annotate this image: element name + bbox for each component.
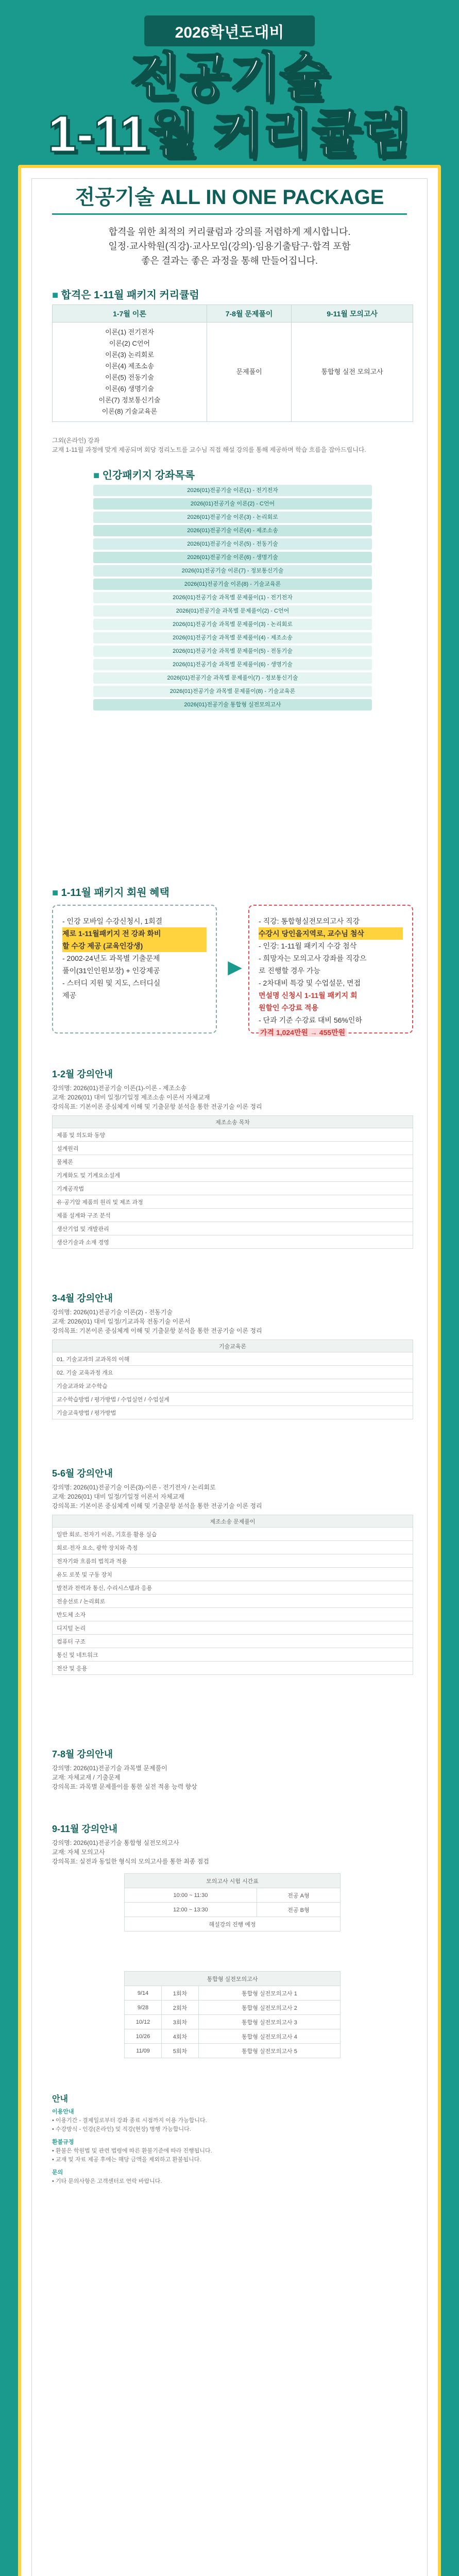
theory-item: 이론(3) 논리회로 (105, 351, 154, 359)
table-row: 기계공작법 (53, 1182, 413, 1195)
exam-round: 4회차 (162, 2029, 199, 2044)
month-7-8-line: 교재: 자체교재 / 기출문제 (52, 1774, 121, 1781)
theory-item: 이론(2) C언어 (109, 340, 150, 347)
month-9-11-title: 9-11월 강의안내 (52, 1824, 117, 1834)
month-5-6-section (52, 1466, 413, 1675)
lecture-item[interactable]: 2026(01)전공기술 과목별 문제풀이(1) - 전기전자 (93, 592, 372, 603)
table-row: 기술교육방법 / 평가방법 (53, 1406, 413, 1419)
benefit-line: 원할인 수강료 적용 (259, 1004, 318, 1012)
table-header: 모의고사 시험 시간표 (125, 1874, 341, 1888)
month-3-4-line: 강의명: 2026(01)전공기술 이론(2) - 전동기술 (52, 1309, 173, 1316)
table-row: 컴퓨터 구조 (53, 1635, 413, 1648)
exam-date: 10/26 (125, 2029, 162, 2044)
lecture-item[interactable]: 2026(01)전공기술 이론(7) - 정보통신기술 (93, 565, 372, 577)
guide-subheading: 이용안내 (52, 2109, 74, 2115)
exam-name: 통합형 실전모의고사 3 (198, 2015, 340, 2029)
month-9-11-line: 강의목표: 실전과 동일한 형식의 모의고사를 통한 최종 점검 (52, 1858, 209, 1865)
lecture-item[interactable]: 2026(01)전공기술 이론(8) - 기술교육론 (93, 579, 372, 590)
lecture-item[interactable]: 2026(01)전공기술 이론(1) - 전기전자 (93, 485, 372, 496)
benefit-compare (52, 905, 413, 1054)
table-header: 제조소송 문제풀이 (53, 1515, 413, 1528)
lecture-item[interactable]: 2026(01)전공기술 이론(5) - 전동기술 (93, 538, 372, 550)
table-row: 유·공기압 제품의 원리 및 제조 과정 (53, 1195, 413, 1209)
hero-title-line1: 전공기술 (130, 48, 329, 106)
guide-text: • 교재 및 자료 제공 후에는 해당 금액을 제외하고 환불됩니다. (52, 2157, 201, 2163)
practice-column: 문제풀이 (207, 323, 292, 422)
benefit-line: - 인강 모바일 수강신청시, 1회결 (62, 917, 163, 925)
month-7-8-line: 강의명: 2026(01)전공기술 과목별 문제풀이 (52, 1765, 167, 1772)
table-row: 물체론 (53, 1155, 413, 1168)
benefit-line: 할 수강 제공 (교육인강생) (62, 940, 207, 952)
exam-round: 1회차 (162, 1986, 199, 2001)
guide-section (52, 2095, 413, 2186)
curriculum-heading: ■ 합격은 1-11월 패키지 커리큘럼 (52, 290, 199, 301)
benefit-line: - 인강: 1-11월 패키지 수강 첨삭 (259, 942, 357, 950)
package-desc-2: 일정·교사학원(직강)·교사모임(강의)·임용기출탐구·합격 포함 (108, 241, 351, 251)
month-7-8-title: 7-8월 강의안내 (52, 1749, 113, 1759)
exam-date: 9/14 (125, 1986, 162, 2001)
month-7-8-line: 강의목표: 과목별 문제풀이를 통한 실전 적용 능력 향상 (52, 1783, 197, 1790)
lecture-item[interactable]: 2026(01)전공기술 이론(2) - C언어 (93, 498, 372, 510)
theory-item: 이론(6) 생명기술 (105, 385, 154, 393)
guide-title: 안내 (52, 2095, 68, 2104)
table-row: 전송선로 / 논리회로 (53, 1595, 413, 1608)
month-1-2-section (52, 1067, 413, 1249)
exam-dates-table (124, 1971, 341, 2058)
benefit-line: - 2차대비 특강 및 수업설문, 면접 (259, 979, 361, 987)
table-row: 디지털 논리 (53, 1621, 413, 1635)
lecture-list-heading: ■ 인강패키지 강좌목록 (93, 470, 195, 481)
table-row: 발전과 전력과 통신, 수리시스템과 응용 (53, 1581, 413, 1595)
arrow-right-icon: ▶ (228, 956, 242, 977)
content-card (18, 165, 441, 2576)
guide-text: • 기타 문의사항은 고객센터로 연락 바랍니다. (52, 2178, 162, 2184)
table-row: 생산기술과 소재 경영 (53, 1235, 413, 1249)
benefit-line: - 직강: 통합형실전모의고사 직강 (259, 917, 360, 925)
package-desc-1: 합격을 위한 최적의 커리큘럼과 강의를 저렴하게 제시합니다. (108, 227, 351, 237)
table-row: 반도체 소자 (53, 1608, 413, 1621)
guide-subheading: 환불규정 (52, 2139, 74, 2145)
table-row: 통신 및 네트워크 (53, 1648, 413, 1662)
note-1: 그외(온라인) 강좌 (52, 437, 100, 444)
lecture-list (93, 485, 372, 713)
exam-round: 5회차 (162, 2044, 199, 2058)
benefit-line: 수강시 당인을지역로, 교수님 첨삭 (259, 927, 403, 940)
exam-note: 해설강의 진행 예정 (125, 1917, 341, 1931)
month-3-4-table (52, 1340, 413, 1419)
guide-text: • 수강방식 - 인강(온라인) 및 직강(현장) 병행 가능합니다. (52, 2126, 191, 2132)
month-5-6-line: 강의명: 2026(01)전공기술 이론(3)-이론 - 전기전자 / 논리회로 (52, 1484, 216, 1491)
table-row: 제품 설계와 구조 분석 (53, 1209, 413, 1222)
exam-schedule-table (124, 1873, 341, 1931)
benefit-line: 제공 (62, 991, 77, 999)
curriculum-header-1: 1-7월 이론 (53, 305, 207, 323)
exam-date: 11/09 (125, 2044, 162, 2058)
month-3-4-title: 3-4월 강의안내 (52, 1293, 113, 1303)
curriculum-table (52, 304, 413, 422)
table-row: 생산기업 및 개발관리 (53, 1222, 413, 1235)
month-3-4-section (52, 1291, 413, 1419)
table-row: 교수학습방법 / 평가방법 / 수업실연 / 수업설계 (53, 1393, 413, 1406)
exam-round: 2회차 (162, 2001, 199, 2015)
benefit-box-offline (248, 905, 413, 1037)
package-desc-3: 좋은 결과는 좋은 과정을 통해 만들어집니다. (141, 256, 318, 266)
guide-text: • 환불은 학원법 및 관련 법령에 따른 환불기준에 따라 진행됩니다. (52, 2148, 212, 2154)
month-3-4-line: 강의목표: 기본이론 중심체계 이해 및 기출문항 분석을 통한 전공기술 이론 정리 (52, 1327, 262, 1334)
guide-subheading: 문의 (52, 2170, 63, 2176)
month-9-11-line: 교재: 자체 모의고사 (52, 1849, 105, 1856)
benefit-line: 면설명 신청시 1-11월 패키지 회 (259, 991, 358, 999)
lecture-item[interactable]: 2026(01)전공기술 이론(3) - 논리회로 (93, 512, 372, 523)
title-divider (52, 213, 407, 215)
lecture-item[interactable]: 2026(01)전공기술 과목별 문제풀이(2) - C언어 (93, 605, 372, 617)
table-row: 전자기와 흐름의 법칙과 적용 (53, 1554, 413, 1568)
exam-date: 10/12 (125, 2015, 162, 2029)
exam-name: 통합형 실전모의고사 2 (198, 2001, 340, 2015)
month-1-2-line: 강의목표: 기본이론 중심체계 이해 및 기출문항 분석을 통한 전공기술 이론 정리 (52, 1103, 262, 1110)
month-5-6-table (52, 1515, 413, 1675)
benefit-heading: ■ 1-11월 패키지 회원 혜택 (52, 887, 169, 899)
month-1-2-line: 강의명: 2026(01)전공기술 이론(1)-이론 - 제조소송 (52, 1084, 187, 1092)
lecture-item[interactable]: 2026(01)전공기술 과목별 문제풀이(6) - 생명기술 (93, 659, 372, 670)
lecture-item[interactable]: 2026(01)전공기술 과목별 문제풀이(7) - 정보통신기술 (93, 672, 372, 684)
exam-time: 12:00 ~ 13:30 (125, 1903, 257, 1917)
exam-name: 통합형 실전모의고사 1 (198, 1986, 340, 2001)
exam-type: 전공 B형 (257, 1903, 340, 1917)
month-1-2-line: 교재: 2026(01) 대비 일정/기일정 제조소송 이론서 자체교재 (52, 1094, 210, 1101)
lecture-item[interactable]: 2026(01)전공기술 과목별 문제풀이(5) - 전동기술 (93, 646, 372, 657)
lecture-item[interactable]: 2026(01)전공기술 이론(4) - 제조소송 (93, 525, 372, 536)
month-5-6-line: 강의목표: 기본이론 중심체계 이해 및 기출문항 분석을 통한 전공기술 이론 정리 (52, 1502, 262, 1510)
theory-item: 이론(8) 기술교육론 (101, 408, 158, 415)
benefit-line: - 스터디 지원 및 지도, 스터디실 (62, 979, 161, 987)
exam-round: 3회차 (162, 2015, 199, 2029)
benefit-line: - 2002-24년도 과목별 기출문제 (62, 954, 160, 962)
lecture-item[interactable]: 2026(01)전공기술 과목별 문제풀이(3) - 논리회로 (93, 619, 372, 630)
benefit-line: 풀이(31인인원보장) + 인강제공 (62, 967, 160, 975)
theory-item: 이론(5) 전동기술 (105, 374, 154, 381)
table-row: 유도 로봇 및 구동 장치 (53, 1568, 413, 1581)
benefit-line: - 단과 기준 수강료 대비 56%인하 (259, 1016, 362, 1024)
guide-text: • 이용기간 - 결제일로부터 강좌 종료 시점까지 이용 가능합니다. (52, 2117, 207, 2124)
benefit-line: - 희망자는 모의고사 강좌를 직강으 (259, 954, 367, 962)
month-7-8-section (52, 1747, 413, 1791)
month-3-4-line: 교재: 2026(01) 대비 일정/기교과목 전동기술 이론서 (52, 1318, 191, 1325)
lecture-item[interactable]: 2026(01)전공기술 통합형 실전모의고사 (93, 699, 372, 710)
curriculum-header-3: 9-11월 모의고사 (292, 305, 413, 323)
table-row: 기계화도 및 기계요소설계 (53, 1168, 413, 1182)
table-header: 통합형 실전모의고사 (125, 1972, 341, 1986)
month-9-11-section (52, 1822, 413, 1866)
table-row: 기술교과와 교수학습 (53, 1379, 413, 1393)
mock-exam-column: 통합형 실전 모의고사 (292, 323, 413, 422)
benefit-line: 제로 1-11월패키지 전 강좌 화비 (62, 927, 207, 940)
month-5-6-line: 교재: 2026(01) 대비 일정/기일정 이론서 자체교재 (52, 1493, 184, 1500)
curriculum-header-2: 7-8월 문제풀이 (207, 305, 292, 323)
note-2: 교재 1-11월 과정에 맞게 제공되며 회당 정리노트를 교수님 직접 해설 강의를 통해 제공하며 학습 흐름을 잡아드립니다. (52, 446, 366, 453)
theory-item: 이론(4) 제조소송 (105, 362, 154, 370)
price-line: 가격 1,024만원 → 455만원 (259, 1028, 347, 1037)
month-9-11-line: 강의명: 2026(01)전공기술 통합형 실전모의고사 (52, 1839, 179, 1846)
curriculum-notes (52, 436, 413, 454)
table-row: 전산 및 응용 (53, 1662, 413, 1675)
hero-banner (0, 0, 459, 163)
package-title: 전공기술 ALL IN ONE PACKAGE (75, 186, 384, 209)
lecture-item[interactable]: 2026(01)전공기술 과목별 문제풀이(8) - 기술교육론 (93, 686, 372, 697)
table-row: 회로·전자 요소, 광학 장치와 측정 (53, 1541, 413, 1554)
exam-time: 10:00 ~ 11:30 (125, 1888, 257, 1903)
exam-name: 통합형 실전모의고사 4 (198, 2029, 340, 2044)
table-row: 일반 회로, 전자기 이론, 기호를 활용 실습 (53, 1528, 413, 1541)
benefit-box-online (52, 905, 217, 1033)
exam-name: 통합형 실전모의고사 5 (198, 2044, 340, 2058)
table-header: 기술교육론 (53, 1340, 413, 1352)
table-row: 설계원리 (53, 1142, 413, 1155)
month-1-2-table (52, 1115, 413, 1249)
hero-title-line2: 1-11월 커리큘럼 (47, 105, 412, 163)
table-row: 01. 기술교과의 교과목의 이해 (53, 1352, 413, 1366)
theory-item: 이론(1) 전기전자 (105, 328, 154, 336)
year-badge: 2026학년도대비 (144, 15, 315, 46)
table-row: 제품 및 의도와 동양 (53, 1128, 413, 1142)
table-header: 제조소송 목차 (53, 1116, 413, 1128)
lecture-item[interactable]: 2026(01)전공기술 과목별 문제풀이(4) - 제조소송 (93, 632, 372, 643)
theory-item: 이론(7) 정보통신기술 (98, 396, 161, 404)
month-5-6-title: 5-6월 강의안내 (52, 1468, 113, 1479)
table-row: 02. 기술 교육과정 개요 (53, 1366, 413, 1379)
month-1-2-title: 1-2월 강의안내 (52, 1069, 113, 1079)
benefit-line: 로 진행할 경우 가능 (259, 967, 320, 975)
exam-type: 전공 A형 (257, 1888, 340, 1903)
exam-date: 9/28 (125, 2001, 162, 2015)
lecture-item[interactable]: 2026(01)전공기술 이론(6) - 생명기술 (93, 552, 372, 563)
theory-column (53, 323, 207, 422)
